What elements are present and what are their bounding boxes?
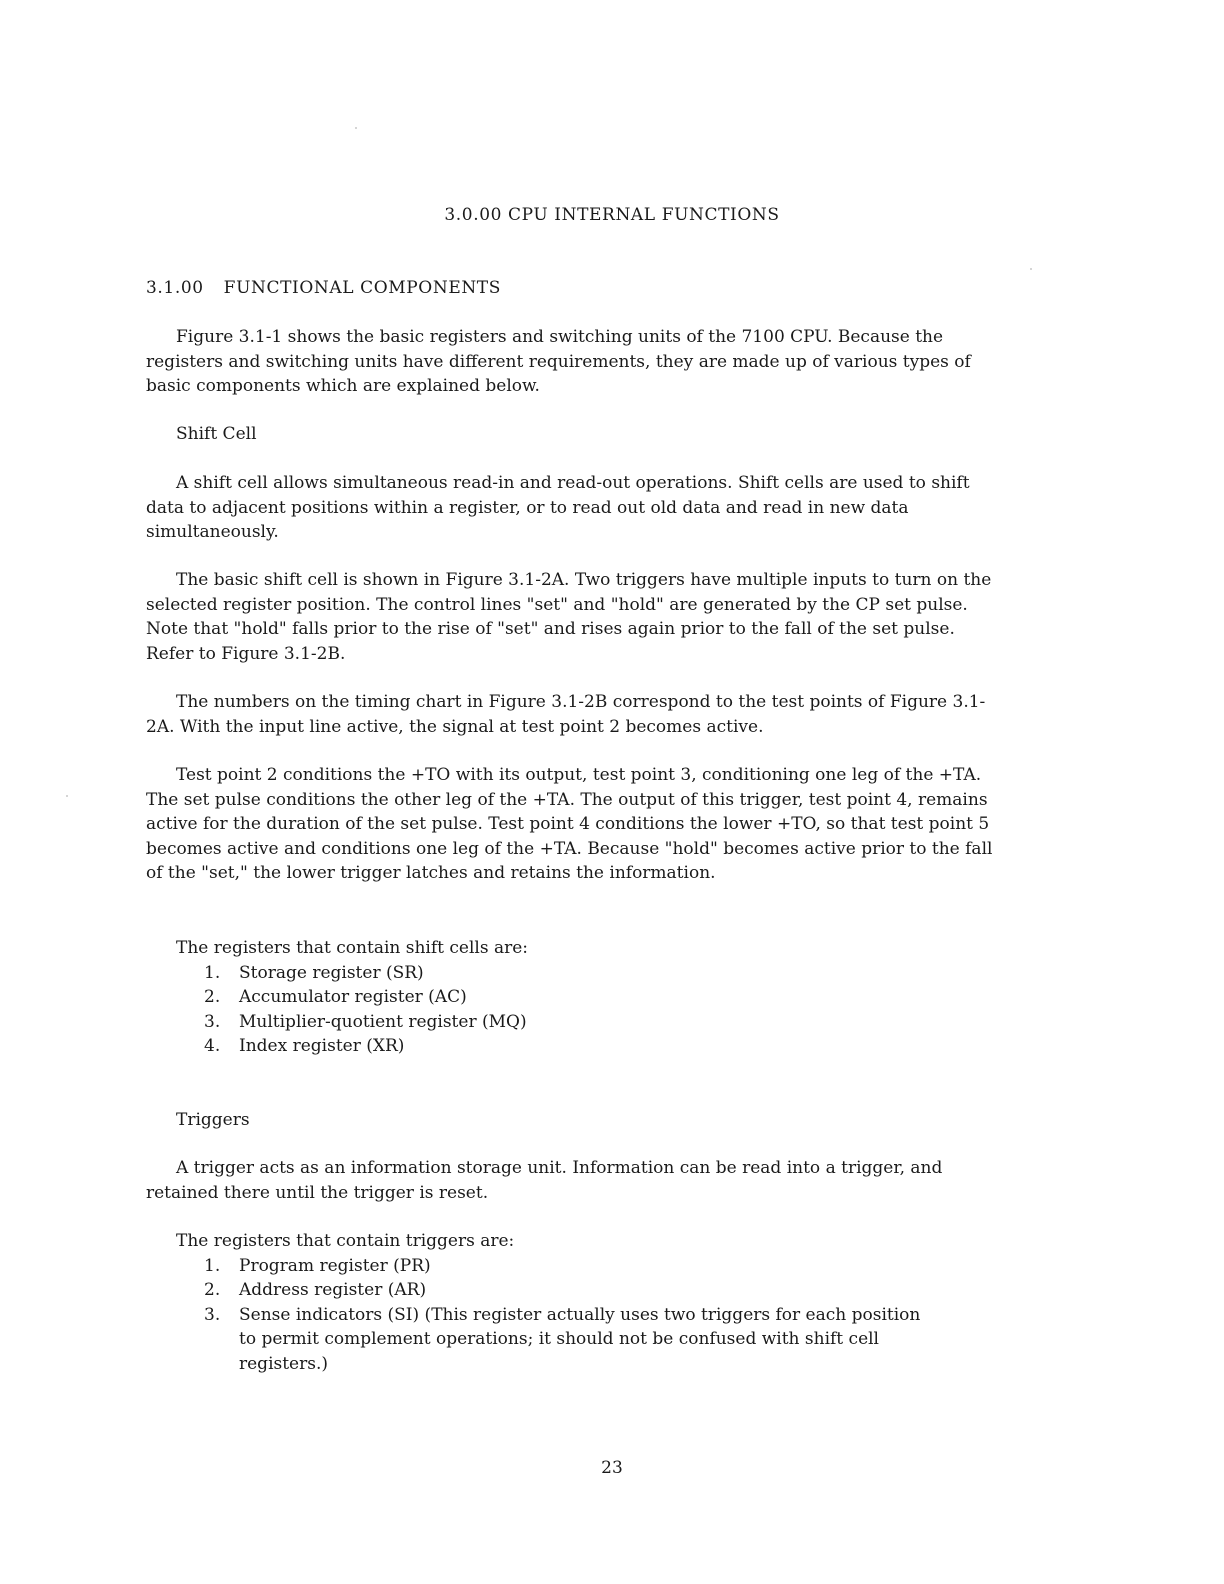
intro-paragraph: Figure 3.1-1 shows the basic registers and switching units of the 7100 CPU. Because the registers and switching units have different requirements, they are made up of various types of basic components which are explained below. [146,327,971,397]
list-item [146,961,1006,986]
shift-cell-paragraph-block [146,471,1006,545]
section-title: FUNCTIONAL COMPONENTS [223,278,501,298]
triggers-heading: Triggers [176,1110,250,1130]
list-item-number: 2. [204,987,221,1008]
list-item-number: 2. [204,1280,221,1301]
section-heading [146,276,1006,301]
shift-cell-list-block [146,936,1006,1059]
list-item [146,1010,1006,1035]
list-item-text: Address register (AR) [239,1280,427,1301]
shift-cell-paragraph-block [146,690,1006,739]
list-item-number: 1. [204,1255,221,1276]
triggers-list-intro: The registers that contain triggers are: [176,1231,515,1251]
list-item-text: Multiplier-quotient register (MQ) [239,1011,527,1032]
list-item-number: 3. [204,1011,221,1032]
list-item-number: 3. [204,1304,221,1325]
page-number: 23 [601,1458,623,1478]
shift-cell-paragraph: Test point 2 conditions the +TO with its output, test point 3, conditioning one leg of the +TA. The set pulse conditions the other leg of the +TA. The output of this trigger, test point 4, remains active for the duration of the set pulse. Test point 4 conditions the lower +TO, so that test point 5 becomes active and conditions one leg of the +TA. Because "hold" becomes active prior to the fall of the "set," the lower trigger latches and retains the information. [146,765,993,884]
intro-paragraph-block [146,325,1006,399]
shift-cell-paragraph-block [146,568,1006,666]
list-item-number: 1. [204,962,221,983]
list-item-text: Sense indicators (SI) (This register actually uses two triggers for each position to permit complement operations; it should not be confused with shift cell registers.) [239,1304,921,1374]
shift-cell-register-list [146,961,1006,1059]
list-item [146,1254,1006,1279]
list-item [146,1278,1006,1303]
triggers-paragraph-block [146,1156,1006,1205]
shift-cell-paragraph: The basic shift cell is shown in Figure 3.1-2A. Two triggers have multiple inputs to turn on the selected register position. The control lines "set" and "hold" are generated by the CP set pulse. Note that "hold" falls prior to the rise of "set" and rises again prior to the fall of the set pulse. Refer to Figure 3.1-2B. [146,570,992,664]
list-item-text: Storage register (SR) [239,962,424,983]
list-item-text: Program register (PR) [239,1255,431,1276]
list-item-number: 4. [204,1036,221,1057]
list-item [146,1034,1006,1059]
list-item [146,985,1006,1010]
triggers-list-block [146,1229,1006,1377]
shift-cell-paragraph: A shift cell allows simultaneous read-in and read-out operations. Shift cells are used to shift data to adjacent positions within a register, or to read out old data and read in new data simultaneously. [146,473,970,543]
main-heading: 3.0.00 CPU INTERNAL FUNCTIONS [444,205,780,225]
triggers-register-list [146,1254,1006,1377]
scan-speck [355,127,357,129]
scan-speck [1030,268,1032,270]
triggers-heading-block [146,1108,1006,1133]
shift-cell-heading-block [146,422,1006,447]
triggers-paragraph: A trigger acts as an information storage unit. Information can be read into a trigger, and retained there until the trigger is reset. [146,1158,943,1203]
scan-speck [66,795,68,797]
list-item-text: Index register (XR) [239,1036,405,1057]
list-item-text: Accumulator register (AC) [239,987,467,1008]
section-number: 3.1.00 [146,278,204,298]
shift-cell-paragraph: The numbers on the timing chart in Figure 3.1-2B correspond to the test points of Figure 3.1-2A. With the input line active, the signal at test point 2 becomes active. [146,692,986,737]
shift-cell-list-intro: The registers that contain shift cells are: [176,938,529,958]
shift-cell-heading: Shift Cell [176,424,257,444]
shift-cell-paragraph-block [146,763,1006,886]
list-item [146,1303,1006,1377]
